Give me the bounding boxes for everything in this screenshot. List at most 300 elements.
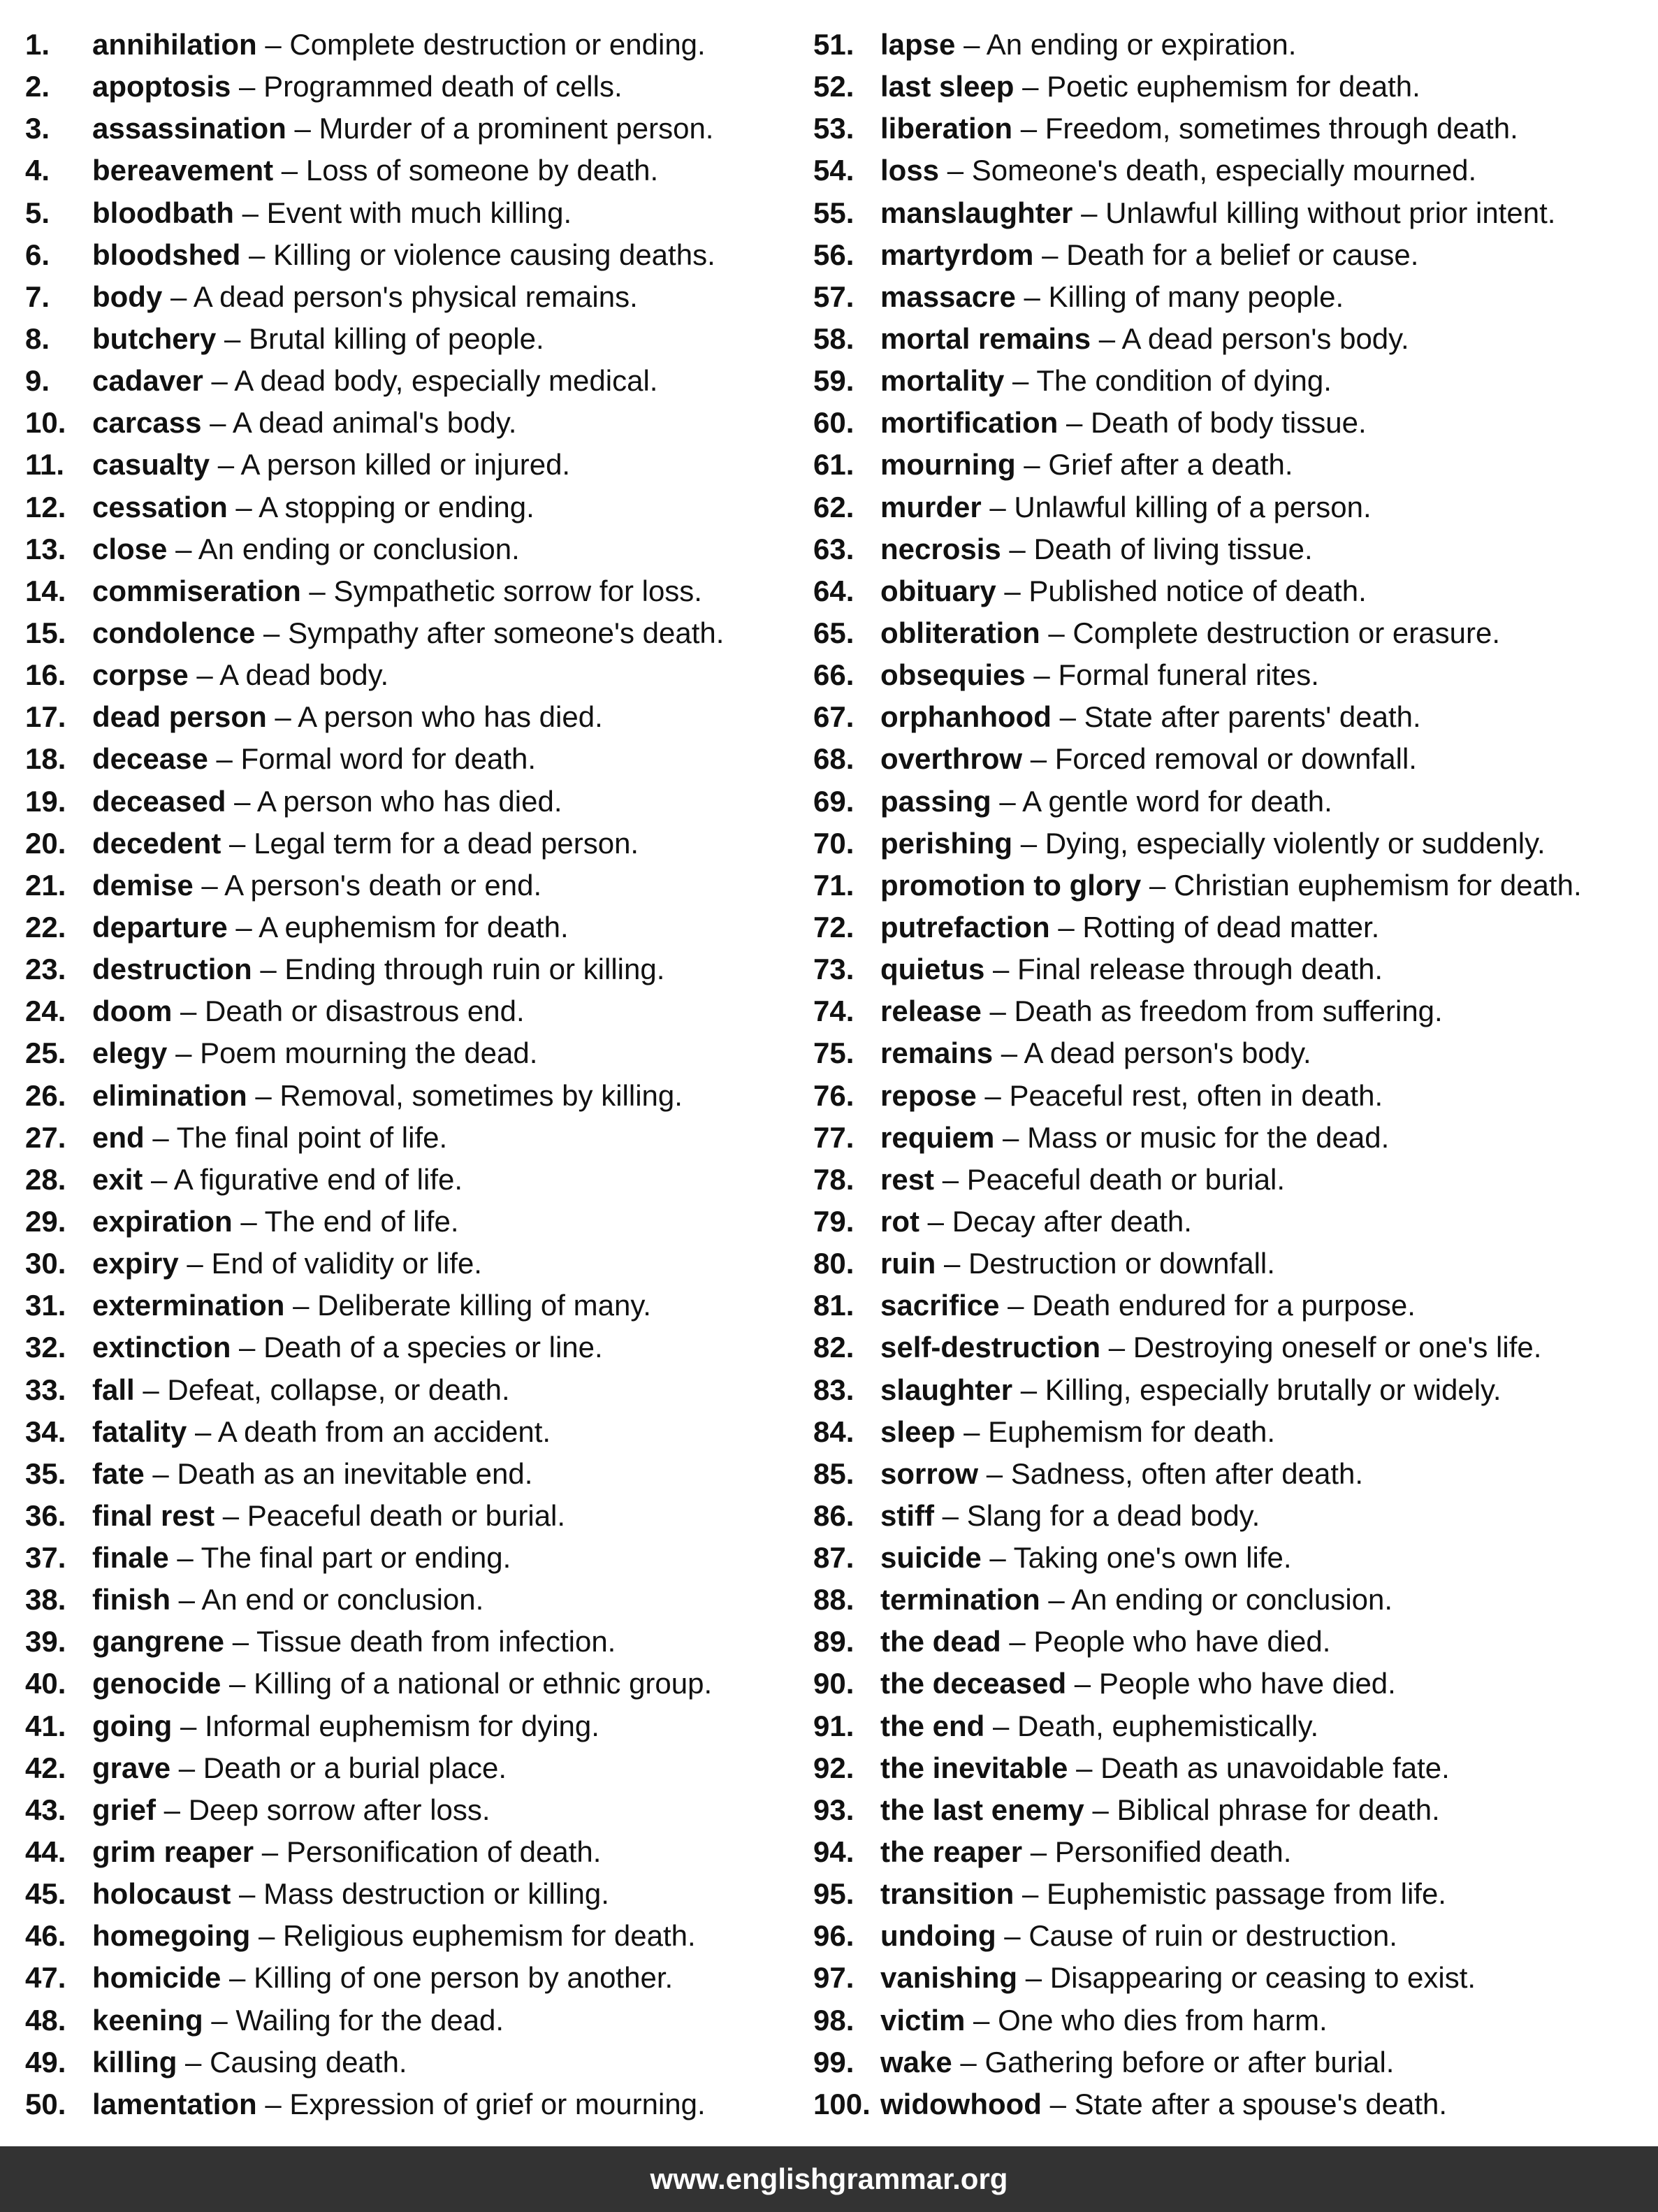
- entry-definition: State after a spouse's death.: [1074, 2087, 1448, 2120]
- entry-separator: –: [1022, 1835, 1055, 1869]
- entry-definition: A dead body.: [219, 658, 389, 692]
- entry-term: fatality: [92, 1415, 187, 1448]
- entry-text: [92, 990, 525, 1032]
- list-item: [813, 1537, 1652, 1579]
- entry-separator: –: [981, 995, 1015, 1028]
- entry-term: apoptosis: [92, 70, 231, 103]
- entry-number: 82.: [813, 1331, 855, 1364]
- entry-text: [92, 402, 516, 444]
- entry-definition: People who have died.: [1098, 1667, 1396, 1700]
- entry-number: 61.: [813, 448, 855, 482]
- entry-term: mortal remains: [880, 321, 1091, 355]
- entry-separator: –: [233, 196, 267, 229]
- entry-separator: –: [226, 784, 257, 818]
- entry-definition: Removal, sometimes by killing.: [279, 1078, 683, 1112]
- entry-separator: –: [266, 700, 298, 734]
- entry-text: [92, 2083, 706, 2125]
- list-item: [25, 1957, 815, 1999]
- list-item: [813, 2041, 1652, 2083]
- list-item: [25, 948, 815, 990]
- entry-definition: Taking one's own life.: [1013, 1541, 1292, 1575]
- entry-separator: –: [224, 1625, 256, 1658]
- footer-bar: [0, 2146, 1658, 2212]
- list-item: [813, 234, 1652, 276]
- entry-term: mourning: [880, 448, 1016, 482]
- entry-separator: –: [227, 910, 259, 944]
- entry-separator: –: [1001, 532, 1034, 565]
- list-item: [813, 1873, 1652, 1915]
- entry-separator: –: [240, 238, 274, 271]
- entry-term: last sleep: [880, 70, 1015, 103]
- entry-term: gangrene: [92, 1625, 225, 1658]
- entry-separator: –: [1084, 1793, 1117, 1826]
- entry-definition: Formal funeral rites.: [1058, 658, 1319, 692]
- entry-text: [92, 612, 724, 654]
- entry-term: finale: [92, 1541, 169, 1575]
- entry-number: 41.: [25, 1709, 66, 1742]
- entry-number: 12.: [25, 490, 66, 523]
- entry-number: 89.: [813, 1625, 855, 1658]
- entry-number: 88.: [813, 1583, 855, 1617]
- list-item: [813, 1747, 1652, 1789]
- entry-separator: –: [936, 1247, 969, 1280]
- entry-definition: A stopping or ending.: [259, 490, 535, 523]
- entry-separator: –: [952, 2045, 985, 2079]
- entry-text: [880, 1537, 1292, 1579]
- entry-term: repose: [880, 1078, 977, 1112]
- entry-term: ruin: [880, 1247, 936, 1280]
- entry-definition: Unlawful killing of a person.: [1014, 490, 1372, 523]
- entry-number: 4.: [25, 154, 50, 187]
- entry-definition: Loss of someone by death.: [305, 154, 659, 187]
- entry-separator: –: [187, 1415, 218, 1448]
- list-item: [813, 318, 1652, 360]
- entry-separator: –: [254, 1835, 286, 1869]
- entry-definition: Biblical phrase for death.: [1117, 1793, 1440, 1826]
- list-item: [813, 1243, 1652, 1285]
- list-item: [25, 1453, 815, 1495]
- entry-number: 94.: [813, 1835, 855, 1869]
- entry-number: 54.: [813, 154, 855, 187]
- entry-text: [880, 906, 1379, 948]
- list-item: [25, 1117, 815, 1159]
- entry-number: 66.: [813, 658, 855, 692]
- list-item: [25, 1915, 815, 1957]
- entry-text: [880, 1032, 1311, 1074]
- entry-text: [92, 781, 562, 823]
- entry-text: [92, 528, 520, 570]
- entry-text: [880, 276, 1344, 318]
- entry-separator: –: [1040, 616, 1073, 649]
- entry-definition: Peaceful death or burial.: [966, 1162, 1286, 1196]
- entry-separator: –: [170, 1583, 202, 1617]
- entry-text: [880, 1285, 1416, 1327]
- entry-number: 90.: [813, 1667, 855, 1700]
- entry-text: [92, 1159, 463, 1201]
- list-item: [813, 1453, 1652, 1495]
- entry-definition: Programmed death of cells.: [263, 70, 623, 103]
- entry-text: [92, 1663, 712, 1705]
- entry-text: [880, 1915, 1397, 1957]
- entry-definition: Killing of one person by another.: [254, 1961, 674, 1995]
- entry-definition: A gentle word for death.: [1022, 784, 1332, 818]
- entry-number: 71.: [813, 868, 855, 902]
- list-item: [25, 1411, 815, 1453]
- entry-text: [92, 906, 569, 948]
- entry-term: genocide: [92, 1667, 221, 1700]
- entry-definition: Formal word for death.: [240, 742, 537, 776]
- entry-text: [92, 1915, 696, 1957]
- entry-term: mortality: [880, 364, 1005, 398]
- entry-definition: Death, euphemistically.: [1017, 1709, 1319, 1742]
- entry-definition: People who have died.: [1033, 1625, 1331, 1658]
- entry-number: 13.: [25, 532, 66, 565]
- entry-separator: –: [991, 784, 1023, 818]
- entry-term: overthrow: [880, 742, 1023, 776]
- entry-number: 34.: [25, 1415, 66, 1448]
- list-item: [813, 2000, 1652, 2041]
- entry-definition: A dead person's physical remains.: [193, 280, 638, 313]
- entry-separator: –: [216, 321, 249, 355]
- entry-term: the last enemy: [880, 1793, 1084, 1826]
- entry-separator: –: [1012, 1373, 1045, 1406]
- entry-definition: Published notice of death.: [1028, 574, 1367, 607]
- entry-term: elimination: [92, 1078, 247, 1112]
- entry-number: 42.: [25, 1751, 66, 1784]
- entry-number: 15.: [25, 616, 66, 649]
- entry-term: widowhood: [880, 2087, 1042, 2120]
- entry-term: extinction: [92, 1331, 231, 1364]
- list-item: [813, 696, 1652, 738]
- entry-definition: Killing of many people.: [1048, 280, 1344, 313]
- list-item: [813, 2083, 1652, 2125]
- list-item: [813, 360, 1652, 402]
- entry-definition: Deep sorrow after loss.: [188, 1793, 490, 1826]
- entry-term: release: [880, 995, 982, 1028]
- list-item: [813, 948, 1652, 990]
- entry-definition: Grief after a death.: [1048, 448, 1293, 482]
- entry-separator: –: [934, 1498, 967, 1532]
- entry-number: 39.: [25, 1625, 66, 1658]
- entry-text: [880, 444, 1293, 486]
- entry-text: [880, 1705, 1318, 1747]
- entry-number: 26.: [25, 1078, 66, 1112]
- entry-separator: –: [1141, 868, 1174, 902]
- list-item: [813, 486, 1652, 528]
- footer-url[interactable]: www.englishgrammar.org: [650, 2162, 1008, 2195]
- entry-text: [880, 66, 1420, 108]
- entry-term: departure: [92, 910, 228, 944]
- entry-text: [880, 318, 1409, 360]
- entry-number: 69.: [813, 784, 855, 818]
- entry-term: expiration: [92, 1204, 233, 1238]
- entry-term: obliteration: [880, 616, 1040, 649]
- entry-term: manslaughter: [880, 196, 1073, 229]
- list-item: [813, 570, 1652, 612]
- entry-number: 7.: [25, 280, 50, 313]
- entry-term: the dead: [880, 1625, 1001, 1658]
- list-item: [25, 823, 815, 865]
- list-item: [813, 1159, 1652, 1201]
- list-item: [813, 1075, 1652, 1117]
- list-item: [25, 444, 815, 486]
- entry-number: 57.: [813, 280, 855, 313]
- entry-text: [92, 1705, 599, 1747]
- entry-separator: –: [981, 490, 1015, 523]
- entry-term: stiff: [880, 1498, 934, 1532]
- entry-number: 63.: [813, 532, 855, 565]
- entry-text: [92, 444, 570, 486]
- entry-definition: Religious euphemism for death.: [283, 1919, 696, 1953]
- entry-number: 9.: [25, 364, 50, 398]
- entry-separator: –: [247, 1078, 280, 1112]
- entry-definition: Personified death.: [1054, 1835, 1292, 1869]
- entry-term: the deceased: [880, 1667, 1067, 1700]
- entry-separator: –: [203, 364, 235, 398]
- entry-number: 56.: [813, 238, 855, 271]
- entry-text: [92, 192, 572, 234]
- entry-number: 59.: [813, 364, 855, 398]
- entry-number: 24.: [25, 995, 66, 1028]
- list-item: [25, 865, 815, 906]
- entry-number: 83.: [813, 1373, 855, 1406]
- entry-term: butchery: [92, 321, 217, 355]
- list-item: [25, 192, 815, 234]
- entry-term: rot: [880, 1204, 919, 1238]
- entry-definition: Event with much killing.: [266, 196, 572, 229]
- entry-separator: –: [208, 742, 241, 776]
- entry-separator: –: [1049, 910, 1083, 944]
- entry-number: 46.: [25, 1919, 66, 1953]
- entry-term: homegoing: [92, 1919, 251, 1953]
- entry-separator: –: [1017, 1961, 1050, 1995]
- entry-separator: –: [1014, 1877, 1047, 1911]
- list-item: [25, 1495, 815, 1537]
- entry-definition: Final release through death.: [1017, 953, 1383, 986]
- entry-definition: Unlawful killing without prior intent.: [1105, 196, 1556, 229]
- entry-number: 78.: [813, 1162, 855, 1196]
- entry-separator: –: [1066, 1667, 1099, 1700]
- entry-number: 73.: [813, 953, 855, 986]
- entry-number: 8.: [25, 321, 50, 355]
- entry-definition: Death or a burial place.: [203, 1751, 507, 1784]
- entry-number: 84.: [813, 1415, 855, 1448]
- entry-term: grief: [92, 1793, 157, 1826]
- entry-definition: Legal term for a dead person.: [254, 826, 639, 860]
- entry-definition: End of validity or life.: [211, 1247, 482, 1280]
- entry-definition: Gathering before or after burial.: [984, 2045, 1395, 2079]
- entry-definition: Euphemistic passage from life.: [1047, 1877, 1446, 1911]
- entry-separator: –: [1015, 280, 1049, 313]
- entry-definition: Mass or music for the dead.: [1027, 1120, 1390, 1154]
- entry-number: 100.: [813, 2087, 871, 2120]
- entry-number: 99.: [813, 2045, 855, 2079]
- entry-definition: Murder of a prominent person.: [319, 112, 714, 145]
- entry-separator: –: [1040, 1583, 1072, 1617]
- entry-term: corpse: [92, 658, 189, 692]
- entry-separator: –: [256, 2087, 290, 2120]
- entry-term: mortification: [880, 406, 1059, 440]
- entry-text: [92, 1201, 459, 1243]
- entry-separator: –: [1004, 364, 1037, 398]
- entry-text: [92, 738, 536, 780]
- entry-definition: A person's death or end.: [224, 868, 542, 902]
- entry-term: transition: [880, 1877, 1015, 1911]
- list-item: [813, 1663, 1652, 1705]
- entry-text: [880, 192, 1555, 234]
- list-item: [813, 865, 1652, 906]
- list-item: [25, 738, 815, 780]
- entry-definition: The final part or ending.: [201, 1541, 511, 1575]
- entry-separator: –: [1100, 1331, 1133, 1364]
- entry-text: [880, 1159, 1285, 1201]
- entry-separator: –: [1015, 448, 1049, 482]
- entry-separator: –: [231, 70, 264, 103]
- list-item: [25, 1747, 815, 1789]
- entry-text: [92, 1411, 551, 1453]
- entry-definition: Rotting of dead matter.: [1082, 910, 1380, 944]
- list-item: [25, 108, 815, 150]
- entry-number: 22.: [25, 910, 66, 944]
- entry-separator: –: [1091, 321, 1122, 355]
- list-item: [813, 990, 1652, 1032]
- entry-text: [880, 1663, 1396, 1705]
- entry-term: annihilation: [92, 28, 257, 61]
- entry-number: 3.: [25, 112, 50, 145]
- list-item: [25, 1663, 815, 1705]
- entry-definition: Dying, especially violently or suddenly.: [1045, 826, 1546, 860]
- entry-term: destruction: [92, 953, 252, 986]
- entry-number: 17.: [25, 700, 66, 734]
- entry-term: remains: [880, 1036, 994, 1070]
- entry-term: quietus: [880, 953, 985, 986]
- entry-number: 31.: [25, 1289, 66, 1322]
- entry-number: 6.: [25, 238, 50, 271]
- entry-separator: –: [252, 953, 285, 986]
- entry-text: [92, 823, 639, 865]
- entry-term: killing: [92, 2045, 177, 2079]
- entry-definition: Death or disastrous end.: [205, 995, 525, 1028]
- entry-text: [880, 1621, 1330, 1663]
- list-item: [25, 1327, 815, 1368]
- entry-definition: Sadness, often after death.: [1010, 1456, 1364, 1490]
- entry-number: 44.: [25, 1835, 66, 1869]
- entry-text: [880, 1201, 1192, 1243]
- entry-separator: –: [1025, 658, 1059, 692]
- entry-text: [880, 24, 1296, 66]
- entry-text: [92, 1117, 447, 1159]
- list-item: [25, 781, 815, 823]
- entry-text: [92, 570, 702, 612]
- entry-term: requiem: [880, 1120, 995, 1154]
- list-item: [25, 1369, 815, 1411]
- entry-separator: –: [996, 1919, 1029, 1953]
- entry-text: [92, 654, 388, 696]
- entry-definition: Sympathy after someone's death.: [288, 616, 725, 649]
- entry-separator: –: [976, 1078, 1010, 1112]
- list-item: [25, 360, 815, 402]
- entry-term: cessation: [92, 490, 228, 523]
- entry-number: 52.: [813, 70, 855, 103]
- entry-term: murder: [880, 490, 982, 523]
- entry-separator: –: [221, 1961, 254, 1995]
- list-item: [813, 1201, 1652, 1243]
- list-item: [25, 906, 815, 948]
- entry-text: [92, 318, 544, 360]
- entry-separator: –: [919, 1204, 952, 1238]
- entry-definition: Disappearing or ceasing to exist.: [1049, 1961, 1476, 1995]
- list-item: [813, 612, 1652, 654]
- entry-term: loss: [880, 154, 940, 187]
- list-item: [813, 1032, 1652, 1074]
- entry-term: expiry: [92, 1247, 179, 1280]
- entry-term: close: [92, 532, 168, 565]
- entry-number: 21.: [25, 868, 66, 902]
- entry-term: body: [92, 280, 163, 313]
- entry-text: [880, 654, 1319, 696]
- entry-separator: –: [177, 2045, 210, 2079]
- entry-term: carcass: [92, 406, 202, 440]
- list-item: [25, 234, 815, 276]
- entry-number: 77.: [813, 1120, 855, 1154]
- entry-number: 48.: [25, 2003, 66, 2037]
- list-item: [25, 654, 815, 696]
- entry-definition: State after parents' death.: [1084, 700, 1421, 734]
- word-list-right-column: [813, 24, 1652, 2125]
- entry-term: assassination: [92, 112, 286, 145]
- entry-text: [880, 1411, 1275, 1453]
- entry-text: [92, 1831, 601, 1873]
- entry-text: [880, 1495, 1260, 1537]
- entry-number: 70.: [813, 826, 855, 860]
- entry-definition: The final point of life.: [176, 1120, 448, 1154]
- entry-text: [92, 865, 541, 906]
- list-item: [813, 150, 1652, 191]
- entry-term: elegy: [92, 1036, 168, 1070]
- entry-text: [880, 738, 1417, 780]
- entry-separator: –: [934, 1162, 967, 1196]
- entry-definition: Brutal killing of people.: [249, 321, 544, 355]
- entry-definition: An ending or conclusion.: [1071, 1583, 1393, 1617]
- entry-text: [92, 150, 658, 191]
- entry-text: [880, 1327, 1541, 1368]
- entry-separator: –: [273, 154, 306, 187]
- entry-definition: Complete destruction or erasure.: [1072, 616, 1500, 649]
- entry-separator: –: [188, 658, 220, 692]
- entry-number: 19.: [25, 784, 66, 818]
- entry-term: commiseration: [92, 574, 301, 607]
- entry-text: [92, 1873, 609, 1915]
- entry-term: sacrifice: [880, 1289, 1000, 1322]
- entry-text: [92, 2041, 407, 2083]
- entry-text: [92, 1075, 683, 1117]
- entry-text: [92, 486, 535, 528]
- entry-number: 29.: [25, 1204, 66, 1238]
- entry-separator: –: [172, 1709, 205, 1742]
- entry-text: [92, 1285, 651, 1327]
- entry-term: martyrdom: [880, 238, 1034, 271]
- entry-number: 14.: [25, 574, 66, 607]
- entry-number: 87.: [813, 1541, 855, 1575]
- list-item: [25, 486, 815, 528]
- entry-term: obituary: [880, 574, 996, 607]
- entry-separator: –: [221, 1667, 254, 1700]
- entry-definition: A dead body, especially medical.: [234, 364, 658, 398]
- entry-separator: –: [167, 1036, 201, 1070]
- entry-text: [92, 1453, 532, 1495]
- entry-term: decedent: [92, 826, 221, 860]
- entry-number: 36.: [25, 1498, 66, 1532]
